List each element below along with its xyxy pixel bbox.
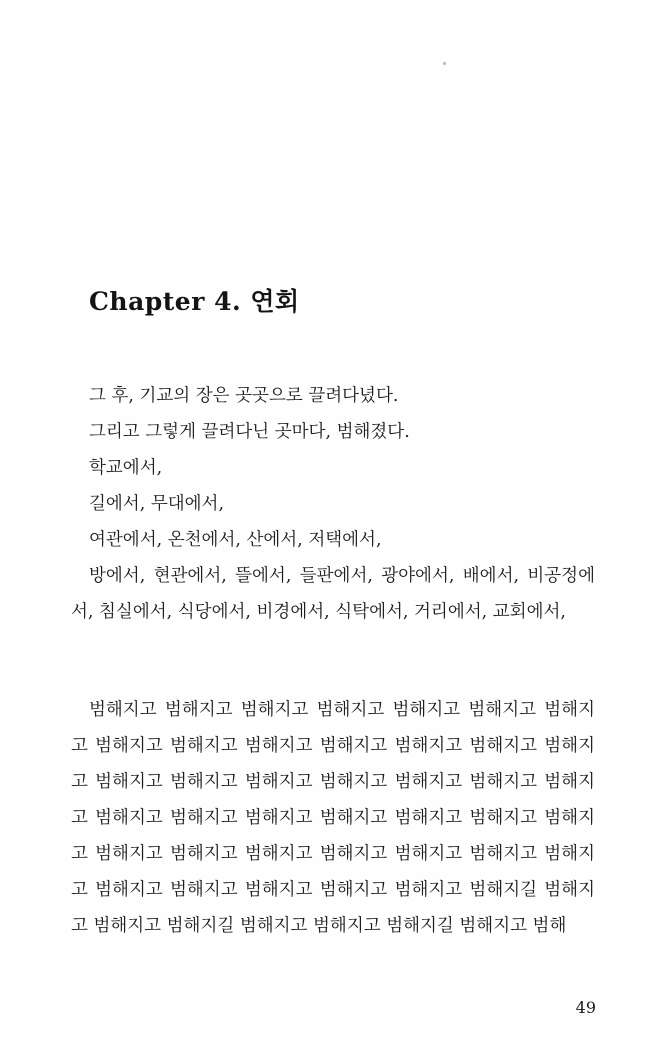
body-paragraph: 범해지고 범해지고 범해지고 범해지고 범해지고 범해지고 범해지고 범해지고 범해지고 범해지고 범해지고 범해지고 범해지고 범해지고 범해지고 범해지고 범해지고 범해지고 범해지고 범해지고 범해지고 범해지고 범해지고 범해지고 범해지고 범해지고 범해지고 범해지고 범해지고 범해지고 범해지고 범해지고 범해지고 범해지고 범해지고 범해지고 범해지고 범해지고 범해지고 범해지고 범해지길 범해지고 범해지고 범해지길 범해지고 범해지고 범해지길 범해지고 범해 [71, 700, 595, 936]
page-dot-mark [443, 62, 446, 65]
body-line: 학교에서, [89, 458, 163, 478]
body-line: 그리고 그렇게 끌려다닌 곳마다, 범해졌다. [89, 422, 410, 442]
page-title: Chapter 4. 연회 [89, 286, 300, 316]
body-line: 여관에서, 온천에서, 산에서, 저택에서, [89, 530, 382, 550]
body-section-two [71, 692, 595, 944]
body-paragraph: 방에서, 현관에서, 뜰에서, 들판에서, 광야에서, 배에서, 비공정에서, 침실에서, 식당에서, 비경에서, 식탁에서, 거리에서, 교회에서, [71, 566, 595, 622]
page-number: 49 [575, 998, 596, 1017]
body-section-one [71, 378, 595, 630]
body-line: 길에서, 무대에서, [89, 494, 225, 514]
body-line: 그 후, 기교의 장은 곳곳으로 끌려다녔다. [89, 386, 399, 406]
